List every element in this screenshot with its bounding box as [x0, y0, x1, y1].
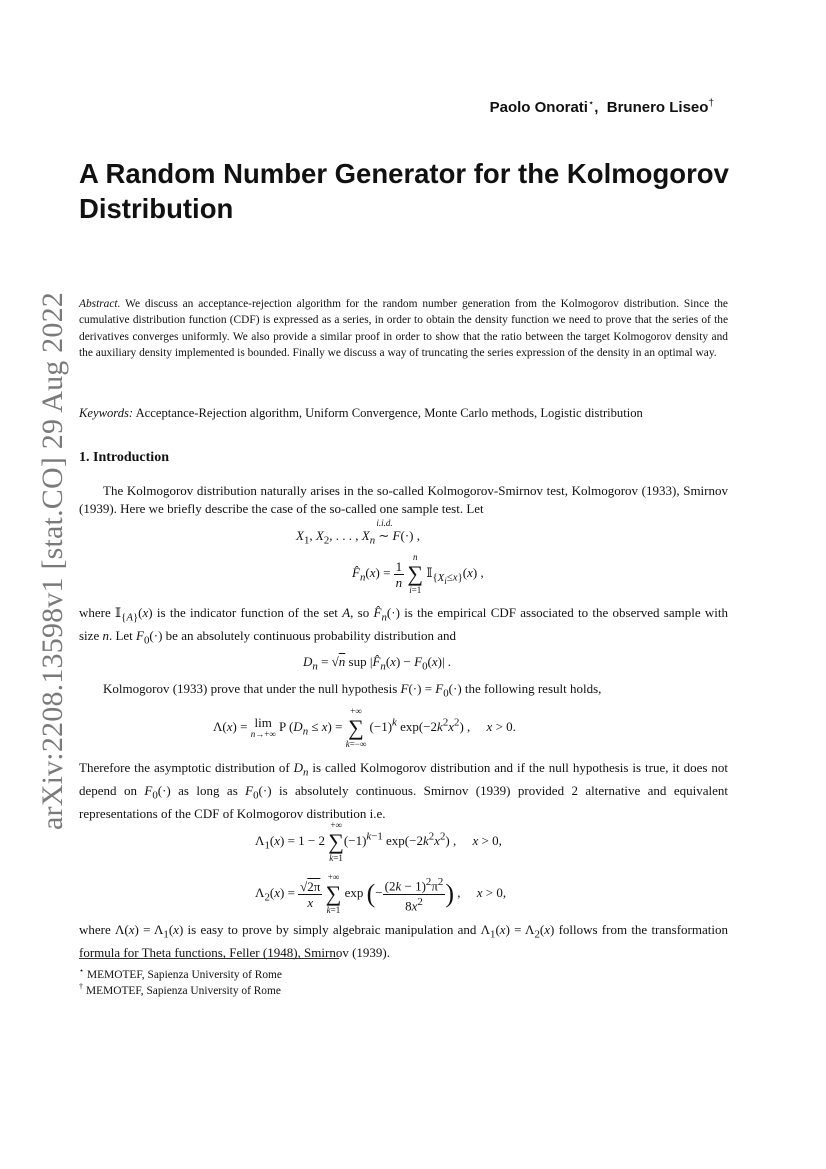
footnote-mark: †: [79, 982, 83, 991]
math-inline: $F_0(\cdot)$: [245, 783, 272, 802]
text-span: Kolmogorov (1933) prove that under the null hypothesis: [103, 681, 401, 696]
abstract-text: We discuss an acceptance-rejection algorithm for the random number generation from the Kolmogorov distribution. Since the cumulative distribution function (CDF) is expressed as a series, in order to obtain the density function we need to prove that the series of the derivatives converges uniformly. We also provide a similar proof in order to show that the ratio between the target Kolmogorov density and the auxiliary density implemented is bounded. Finally we discuss a way of truncating the series expression of the density in an optimal way.: [79, 298, 728, 359]
equation-lambda1: $\Lambda_1(x) = 1 - 2$ +∞ ∑ k=1 $(-1)^{k-1}$ $\exp(-2k^2x^2)$ , x > 0,: [255, 820, 502, 863]
math-inline: $\Lambda(x) = \Lambda_1(x)$: [115, 922, 184, 941]
equation-kolmogorov-limit: Λ(x) = lim n→+∞ P $(D_n \le x)$ = +∞ ∑ k=−∞ $(-1)^k$ $\exp(-2k^2x^2)$ , x > 0.: [213, 706, 516, 749]
text-span: follows from the transformation formula for Theta functions, Feller (1948), Smirnov (1939).: [79, 922, 728, 961]
footnote-text: MEMOTEF, Sapienza University of Rome: [86, 984, 281, 997]
author-mark: ⋆: [587, 98, 595, 109]
equation-lambda2: $\Lambda_2(x)$ = $\frac{√2\pi}{x}$ +∞ ∑ k=1 exp (− $\frac{(2k - 1)^2\pi^2}{8x^2}$ ) , x > 0,: [255, 872, 507, 915]
equation-sample: $X_1$, $X_2$, . . . , $X_n$ i.i.d. ∼ F(·) ,: [296, 518, 420, 547]
paragraph-equivalence: [79, 921, 728, 962]
paragraph-asymptotic: [79, 759, 728, 823]
math-inline: $\Lambda_1(x) = \Lambda_2(x)$: [480, 922, 555, 941]
text-span: where: [79, 605, 116, 620]
arxiv-identifier-stamp: arXiv:2208.13598v1 [stat.CO] 29 Aug 2022: [36, 292, 69, 830]
abstract-label: Abstract.: [79, 298, 121, 310]
footnote-divider: [79, 958, 339, 959]
text-span: is called Kolmogorov distribution and if the null hypothesis is true, it does not depend on: [79, 760, 728, 799]
text-span: is easy to prove by simply algebraic manipulation and: [183, 922, 481, 937]
math-inline: 𝕀$_{\{A\}}$(x): [115, 605, 153, 624]
text-span: where: [79, 922, 115, 937]
text-span: is the indicator function of the set: [152, 605, 343, 620]
text-span: be an absolutely continuous probability distribution and: [162, 628, 456, 644]
text-span: Therefore the asymptotic distribution of: [79, 760, 294, 775]
author-name: Brunero Liseo: [606, 99, 709, 116]
text-span: is the empirical CDF associated to the observed sample with size: [79, 605, 728, 644]
text-span: , so: [350, 605, 374, 620]
paragraph-indicator: [79, 604, 728, 650]
math-inline: A: [342, 605, 351, 620]
footnote-mark: ⋆: [79, 966, 85, 975]
math-inline: $F_0(\cdot)$: [136, 628, 163, 647]
intro-paragraph: The Kolmogorov distribution naturally arises in the so-called Kolmogorov-Smirnov test, Kolmogorov (1933), Smirnov (1939). Here we briefly describe the case of the so-called one sample test. Let: [79, 483, 728, 516]
keywords: [79, 405, 728, 421]
equation-dn: $D_n = √n$ sup $|F̂_n(x) - F_0(x)|$ .: [303, 654, 452, 673]
paper-title: A Random Number Generator for the Kolmogorov Distribution: [79, 158, 729, 224]
abstract: [79, 296, 728, 361]
equation-empirical-cdf: $F̂_n(x)$ = $\frac{1}{n}$ n ∑ i=1 𝕀$_{\{X_i\le x\}}$(x) ,: [352, 552, 484, 595]
footnote-text: MEMOTEF, Sapienza University of Rome: [87, 968, 282, 981]
section-heading: 1. Introduction: [79, 450, 169, 465]
text-span: as long as: [170, 783, 246, 799]
math-inline: $F̂_n(\cdot)$: [373, 605, 400, 624]
footnote: [79, 980, 281, 998]
keywords-label: Keywords:: [79, 406, 134, 420]
author-separator: ,: [594, 99, 603, 116]
text-span: . Let: [108, 628, 137, 644]
author-mark: †: [708, 98, 714, 109]
math-inline: $F(\cdot) = F_0(\cdot)$: [400, 681, 462, 700]
keywords-text: Acceptance-Rejection algorithm, Uniform Convergence, Monte Carlo methods, Logistic distribution: [135, 406, 643, 420]
paragraph-null-hypothesis: [79, 680, 728, 703]
math-inline: n: [102, 628, 109, 644]
math-inline: $F_0(\cdot)$: [144, 783, 171, 802]
math-inline: $D_n$: [293, 760, 309, 779]
author-line: [490, 98, 714, 116]
text-span: the following result holds,: [461, 681, 602, 696]
author-name: Paolo Onorati: [489, 99, 588, 116]
text-span: is absolutely continuous. Smirnov (1939) provided 2 alternative and equivalent representations of the CDF of Kolmogorov distribution i.e.: [79, 783, 728, 822]
